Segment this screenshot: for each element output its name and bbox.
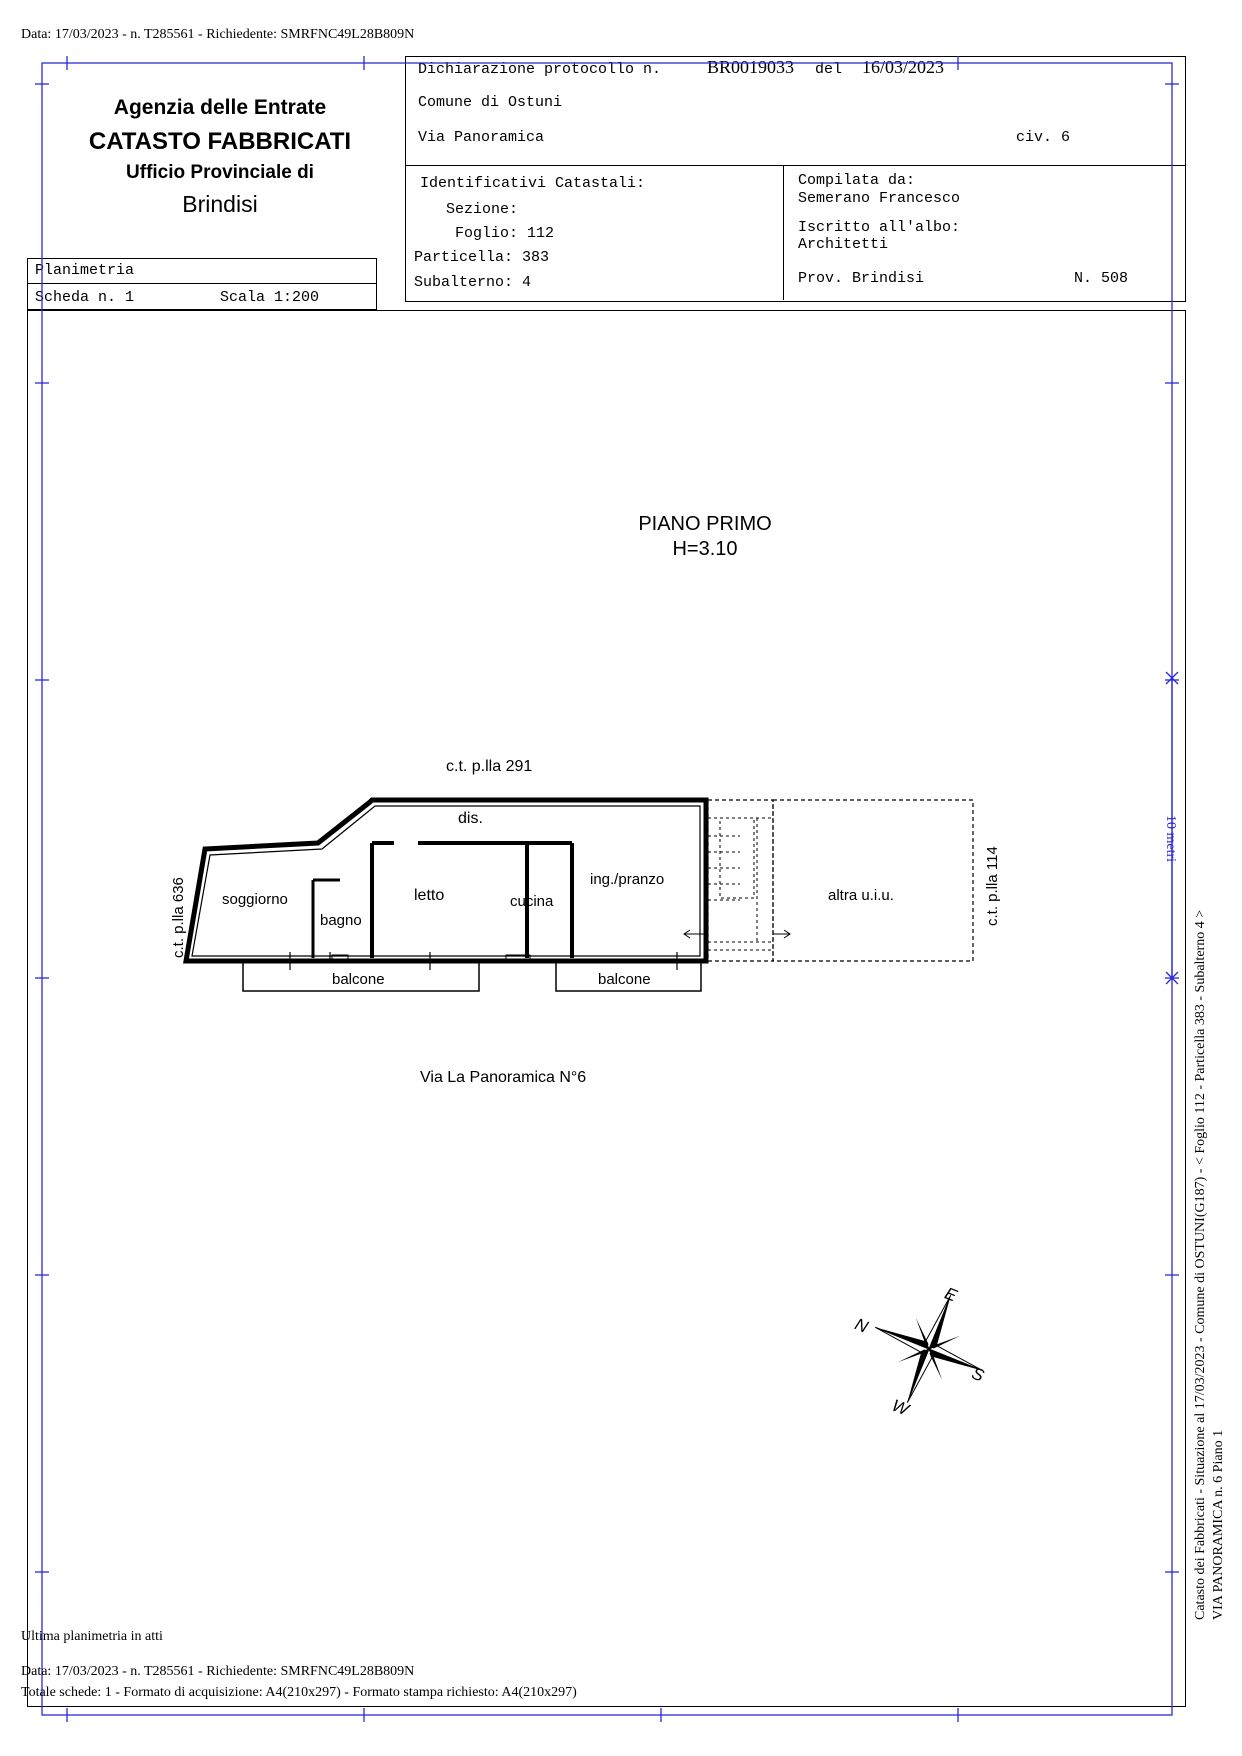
footer-last-plan: Ultima planimetria in atti <box>21 1629 163 1644</box>
room-letto: letto <box>414 887 445 904</box>
compiled-by-label: Compilata da: <box>798 172 916 189</box>
west-neighbor: c.t. p.lla 636 <box>170 877 187 958</box>
footer-request: Data: 17/03/2023 - n. T285561 - Richiedente: SMRFNC49L28B809N <box>21 1664 415 1679</box>
compass-north: N <box>852 1314 871 1337</box>
agency-name: Agenzia delle Entrate <box>113 96 327 119</box>
register-label: Iscritto all'albo: <box>798 219 961 236</box>
foglio: Foglio: 112 <box>455 225 555 242</box>
protocol-del: del <box>815 61 843 78</box>
protocol-number: BR0019033 <box>707 57 795 77</box>
compiler-name: Semerano Francesco <box>798 190 961 207</box>
register-province: Prov. Brindisi <box>798 270 925 287</box>
room-other-unit: altra u.i.u. <box>828 887 894 904</box>
side-address: VIA PANORAMICA n. 6 Piano 1 <box>1211 1429 1226 1620</box>
civic-number: civ. 6 <box>1016 129 1071 146</box>
subalterno: Subalterno: 4 <box>414 274 532 291</box>
office-label: Ufficio Provinciale di <box>126 162 314 183</box>
top-request-info: Data: 17/03/2023 - n. T285561 - Richiedente: SMRFNC49L28B809N <box>21 27 415 42</box>
balcone-right-label: balcone <box>598 971 651 988</box>
street-address: Via Panoramica <box>418 129 545 146</box>
room-soggiorno: soggiorno <box>222 891 288 908</box>
sheet-scale: Scala 1:200 <box>220 289 320 306</box>
catasto-title: CATASTO FABBRICATI <box>88 128 352 155</box>
protocol-date: 16/03/2023 <box>862 57 945 77</box>
room-ingresso: ing./pranzo <box>590 871 665 888</box>
street-name: Via La Panoramica N°6 <box>420 1069 587 1086</box>
room-bagno: bagno <box>320 912 362 929</box>
identifiers-title: Identificativi Catastali: <box>420 175 646 192</box>
floor-title: PIANO PRIMO <box>638 513 772 535</box>
footer-format: Totale schede: 1 - Formato di acquisizione: A4(210x297) - Formato stampa richiesto: A4(210x297) <box>21 1685 577 1700</box>
east-neighbor: c.t. p.lla 114 <box>984 846 1001 926</box>
register-name: Architetti <box>798 236 889 253</box>
room-cucina: cucina <box>510 893 554 910</box>
protocol-label: Dichiarazione protocollo n. <box>418 61 662 78</box>
balcone-left-label: balcone <box>332 971 385 988</box>
floor-height: H=3.10 <box>672 538 738 560</box>
compass-east: E <box>942 1283 960 1306</box>
sheet-title: Planimetria <box>35 262 135 279</box>
scale-bar-label: 10 metri <box>1163 815 1178 863</box>
side-situation: Catasto dei Fabbricati - Situazione al 17/03/2023 - Comune di OSTUNI(G187) - < Foglio 112 - Particella 383 - Subalterno 4 > <box>1193 909 1208 1620</box>
sezione: Sezione: <box>446 201 519 218</box>
comune: Comune di Ostuni <box>418 94 563 111</box>
particella: Particella: 383 <box>414 249 550 266</box>
compass-west: W <box>889 1395 912 1420</box>
register-number: N. 508 <box>1074 270 1129 287</box>
compass-south: S <box>969 1363 987 1386</box>
sheet-number: Scheda n. 1 <box>35 289 135 306</box>
office-city: Brindisi <box>182 191 258 217</box>
room-dis: dis. <box>458 810 483 827</box>
north-neighbor: c.t. p.lla 291 <box>446 758 533 775</box>
